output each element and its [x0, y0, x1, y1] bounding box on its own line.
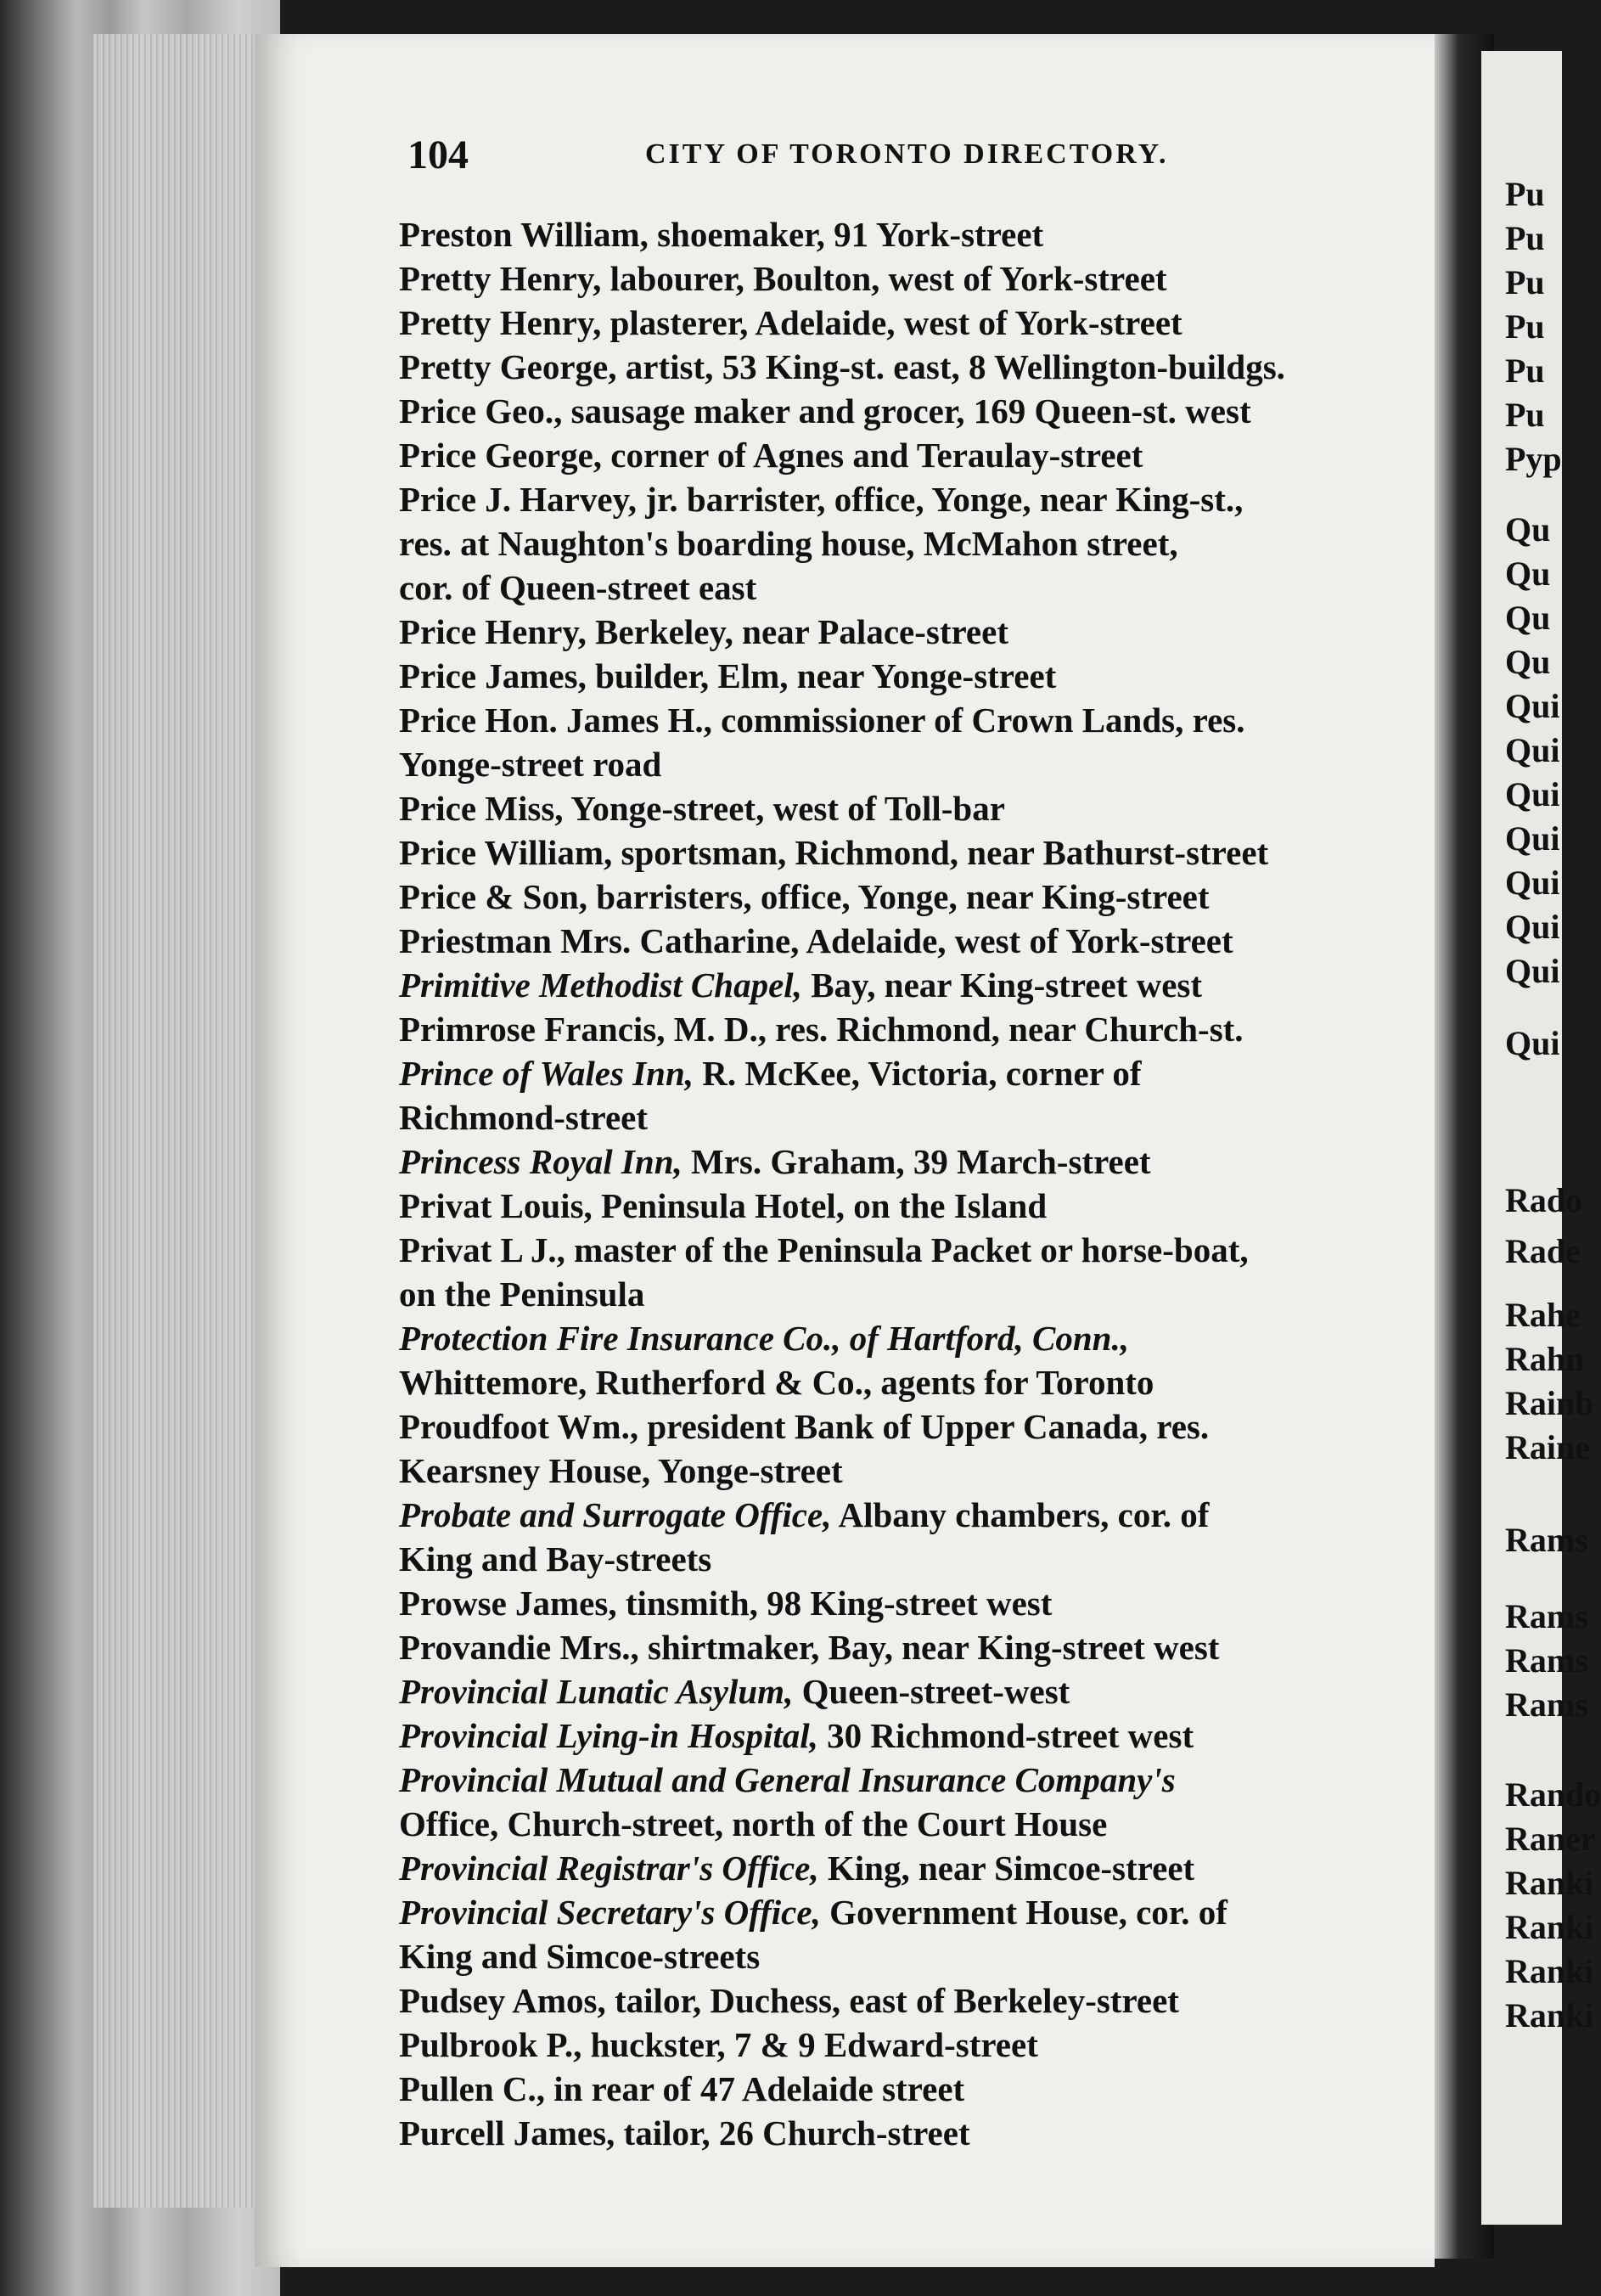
entry-line	[399, 1981, 1179, 2020]
directory-entry	[399, 1846, 1418, 1890]
entry-italic-name: Provincial Registrar's Office,	[399, 1849, 819, 1888]
entry-text: Price J. Harvey, jr. barrister, office, Yonge, near King-st.,	[399, 480, 1244, 519]
entry-text: Government House, cor. of	[820, 1893, 1227, 1932]
facing-page-line: Ranki	[1505, 1952, 1594, 1990]
entry-line	[399, 656, 1056, 695]
entry-text: Pretty Henry, labourer, Boulton, west of York-street	[399, 259, 1167, 298]
directory-entry	[399, 1493, 1418, 1581]
facing-page-line: Qui	[1505, 908, 1560, 946]
directory-entry	[399, 1581, 1418, 1625]
facing-page-line: Ranki	[1505, 1864, 1594, 1902]
entry-text: Price Henry, Berkeley, near Palace-street	[399, 612, 1008, 651]
entry-continuation: Yonge-street road	[399, 745, 662, 784]
entry-text: Pretty George, artist, 53 King-st. east, 8 Wellington-buildgs.	[399, 347, 1285, 386]
entry-line	[399, 1186, 1047, 1225]
entry-text: Price Hon. James H., commissioner of Crown Lands, res.	[399, 701, 1245, 740]
facing-page-line: Rams	[1505, 1597, 1588, 1635]
entry-text: Queen-street-west	[793, 1672, 1070, 1711]
directory-entry	[399, 1669, 1418, 1714]
entry-text: King, near Simcoe-street	[818, 1849, 1195, 1888]
entry-text: Albany chambers, cor. of	[831, 1495, 1210, 1534]
entry-line	[399, 1230, 1249, 1269]
directory-entry	[399, 786, 1418, 830]
facing-page-line: Qui	[1505, 775, 1560, 813]
running-title: CITY OF TORONTO DIRECTORY.	[645, 138, 1169, 170]
directory-entry	[399, 654, 1418, 698]
facing-page-line: Pu	[1505, 307, 1545, 346]
page-edges	[93, 34, 280, 2208]
entry-line	[399, 2069, 964, 2108]
entry-line	[399, 1407, 1209, 1446]
entry-line	[399, 965, 1202, 1004]
entry-continuation: King and Bay-streets	[399, 1539, 712, 1578]
directory-entry	[399, 301, 1418, 345]
directory-entry	[399, 1007, 1418, 1051]
entry-continuation: cor. of Queen-street east	[399, 568, 757, 607]
entry-italic-name: Primitive Methodist Chapel,	[399, 965, 802, 1004]
directory-entry	[399, 1890, 1418, 1978]
facing-page-line: Rams	[1505, 1685, 1588, 1724]
entry-line	[399, 789, 1005, 828]
entry-continuation: Office, Church-street, north of the Court House	[399, 1804, 1108, 1843]
page-header	[407, 132, 1384, 183]
entry-line	[399, 1628, 1219, 1667]
facing-page-line: Qui	[1505, 1024, 1560, 1062]
directory-entry	[399, 1140, 1418, 1184]
entry-line	[399, 1760, 1176, 1799]
entry-continuation: Kearsney House, Yonge-street	[399, 1451, 843, 1490]
directory-entry	[399, 2067, 1418, 2111]
entry-text: Price William, sportsman, Richmond, near Bathurst-street	[399, 833, 1269, 872]
facing-page-line: Qu	[1505, 554, 1551, 593]
entry-text: Prowse James, tinsmith, 98 King-street west	[399, 1584, 1053, 1623]
entry-italic-name: Probate and Surrogate Office,	[399, 1495, 832, 1534]
entry-line	[399, 1142, 1151, 1181]
entry-italic-name: Princess Royal Inn,	[399, 1142, 683, 1181]
entry-italic-name: Prince of Wales Inn,	[399, 1054, 694, 1093]
entry-text: 30 Richmond-street west	[817, 1716, 1194, 1755]
directory-entry	[399, 1625, 1418, 1669]
entry-line	[399, 1849, 1194, 1888]
entry-line	[399, 612, 1008, 651]
facing-page-line: Ranki	[1505, 1908, 1594, 1946]
facing-page-line: Rahe	[1505, 1296, 1581, 1334]
entry-text: Price George, corner of Agnes and Teraulay-street	[399, 436, 1143, 475]
directory-entry	[399, 389, 1418, 433]
facing-page-line: Qu	[1505, 599, 1551, 637]
entry-line	[399, 877, 1210, 916]
directory-entry	[399, 1404, 1418, 1493]
entry-line	[399, 391, 1251, 430]
directory-entry	[399, 477, 1418, 610]
facing-page-line: Rade	[1505, 1232, 1581, 1270]
directory-entry	[399, 919, 1418, 963]
entry-text: Privat L J., master of the Peninsula Packet or horse-boat,	[399, 1230, 1249, 1269]
page-number: 104	[407, 132, 469, 177]
facing-page-line: Qu	[1505, 510, 1551, 549]
entry-text: Price James, builder, Elm, near Yonge-street	[399, 656, 1057, 695]
entry-line	[399, 833, 1268, 872]
facing-page-line: Rainb	[1505, 1384, 1594, 1422]
entry-line	[399, 1054, 1142, 1093]
directory-entry	[399, 433, 1418, 477]
facing-page-line: Pu	[1505, 352, 1545, 390]
entry-line	[399, 347, 1285, 386]
entry-text: Pullen C., in rear of 47 Adelaide street	[399, 2069, 965, 2108]
directory-entry	[399, 345, 1418, 389]
facing-page-line: Rams	[1505, 1521, 1588, 1559]
entry-text: Pretty Henry, plasterer, Adelaide, west of York-street	[399, 303, 1182, 342]
entry-line	[399, 2025, 1038, 2064]
entry-italic-name: Provincial Lying-in Hospital,	[399, 1716, 818, 1755]
entry-line	[399, 701, 1244, 740]
directory-entry	[399, 875, 1418, 919]
entry-text: Pudsey Amos, tailor, Duchess, east of Berkeley-street	[399, 1981, 1179, 2020]
entry-line	[399, 215, 1043, 254]
entry-line	[399, 2113, 970, 2152]
directory-entry	[399, 256, 1418, 301]
directory-entry	[399, 212, 1418, 256]
entry-text: Price Geo., sausage maker and grocer, 169 Queen-st. west	[399, 391, 1251, 430]
entry-line	[399, 1584, 1052, 1623]
directory-entry	[399, 2111, 1418, 2155]
facing-page-line: Rando	[1505, 1775, 1601, 1814]
entry-italic-name: Provincial Secretary's Office,	[399, 1893, 821, 1932]
entry-text: Preston William, shoemaker, 91 York-street	[399, 215, 1044, 254]
entry-text: Privat Louis, Peninsula Hotel, on the Island	[399, 1186, 1048, 1225]
entry-line	[399, 436, 1143, 475]
directory-entry	[399, 610, 1418, 654]
directory-entries	[399, 212, 1418, 2155]
facing-page-line: Pu	[1505, 396, 1545, 434]
entry-italic-name: Provincial Mutual and General Insurance Company's	[399, 1760, 1176, 1799]
facing-page-line: Qu	[1505, 643, 1551, 681]
facing-page-line: Rams	[1505, 1641, 1588, 1680]
entry-continuation: on the Peninsula	[399, 1275, 645, 1314]
facing-page-fragment	[1481, 51, 1601, 2225]
entry-line	[399, 303, 1182, 342]
directory-entry	[399, 2023, 1418, 2067]
entry-line	[399, 1495, 1209, 1534]
entry-text: Price Miss, Yonge-street, west of Toll-bar	[399, 789, 1005, 828]
facing-page-line: Qui	[1505, 952, 1560, 990]
entry-line	[399, 1893, 1227, 1932]
entry-line	[399, 259, 1167, 298]
entry-continuation: King and Simcoe-streets	[399, 1937, 761, 1976]
directory-entry	[399, 963, 1418, 1007]
facing-page-line: Rado	[1505, 1181, 1583, 1219]
directory-entry	[399, 830, 1418, 875]
entry-continuation: res. at Naughton's boarding house, McMahon street,	[399, 524, 1178, 563]
directory-entry	[399, 698, 1418, 786]
facing-page-line: Pyp	[1505, 440, 1562, 478]
directory-entry	[399, 1228, 1418, 1316]
entry-text: R. McKee, Victoria, corner of	[694, 1054, 1142, 1093]
facing-page-line: Ranki	[1505, 1996, 1594, 2034]
entry-line	[399, 1319, 1129, 1358]
entry-line	[399, 1010, 1244, 1049]
directory-entry	[399, 1758, 1418, 1846]
facing-page-line: Raine	[1505, 1428, 1590, 1466]
facing-page-line: Pu	[1505, 263, 1545, 301]
facing-page-line: Pu	[1505, 219, 1545, 257]
directory-entry	[399, 1051, 1418, 1140]
facing-page-line: Qui	[1505, 819, 1560, 858]
entry-line	[399, 1716, 1194, 1755]
entry-line	[399, 921, 1233, 960]
facing-page-line: Qui	[1505, 731, 1560, 769]
entry-line	[399, 480, 1243, 519]
entry-text: Mrs. Graham, 39 March-street	[682, 1142, 1151, 1181]
facing-page-line: Qui	[1505, 864, 1560, 902]
directory-entry	[399, 1978, 1418, 2023]
entry-italic-name: Provincial Lunatic Asylum,	[399, 1672, 794, 1711]
directory-entry	[399, 1316, 1418, 1404]
entry-text: Priestman Mrs. Catharine, Adelaide, west of York-street	[399, 921, 1233, 960]
entry-line	[399, 1672, 1070, 1711]
entry-text: Bay, near King-street west	[801, 965, 1202, 1004]
entry-text: Price & Son, barristers, office, Yonge, near King-street	[399, 877, 1210, 916]
entry-continuation: Whittemore, Rutherford & Co., agents for Toronto	[399, 1363, 1154, 1402]
entry-continuation: Richmond-street	[399, 1098, 649, 1137]
directory-entry	[399, 1714, 1418, 1758]
facing-page-line: Rahn	[1505, 1340, 1585, 1378]
entry-text: Proudfoot Wm., president Bank of Upper Canada, res.	[399, 1407, 1210, 1446]
facing-page-line: Pu	[1505, 175, 1545, 213]
facing-page-line: Raner	[1505, 1820, 1596, 1858]
entry-italic-name: Protection Fire Insurance Co., of Hartford, Conn.,	[399, 1319, 1129, 1358]
entry-text: Primrose Francis, M. D., res. Richmond, near Church-st.	[399, 1010, 1244, 1049]
entry-text: Pulbrook P., huckster, 7 & 9 Edward-street	[399, 2025, 1038, 2064]
facing-page-line: Qui	[1505, 687, 1560, 725]
entry-text: Purcell James, tailor, 26 Church-street	[399, 2113, 970, 2152]
entry-text: Provandie Mrs., shirtmaker, Bay, near King-street west	[399, 1628, 1220, 1667]
directory-entry	[399, 1184, 1418, 1228]
